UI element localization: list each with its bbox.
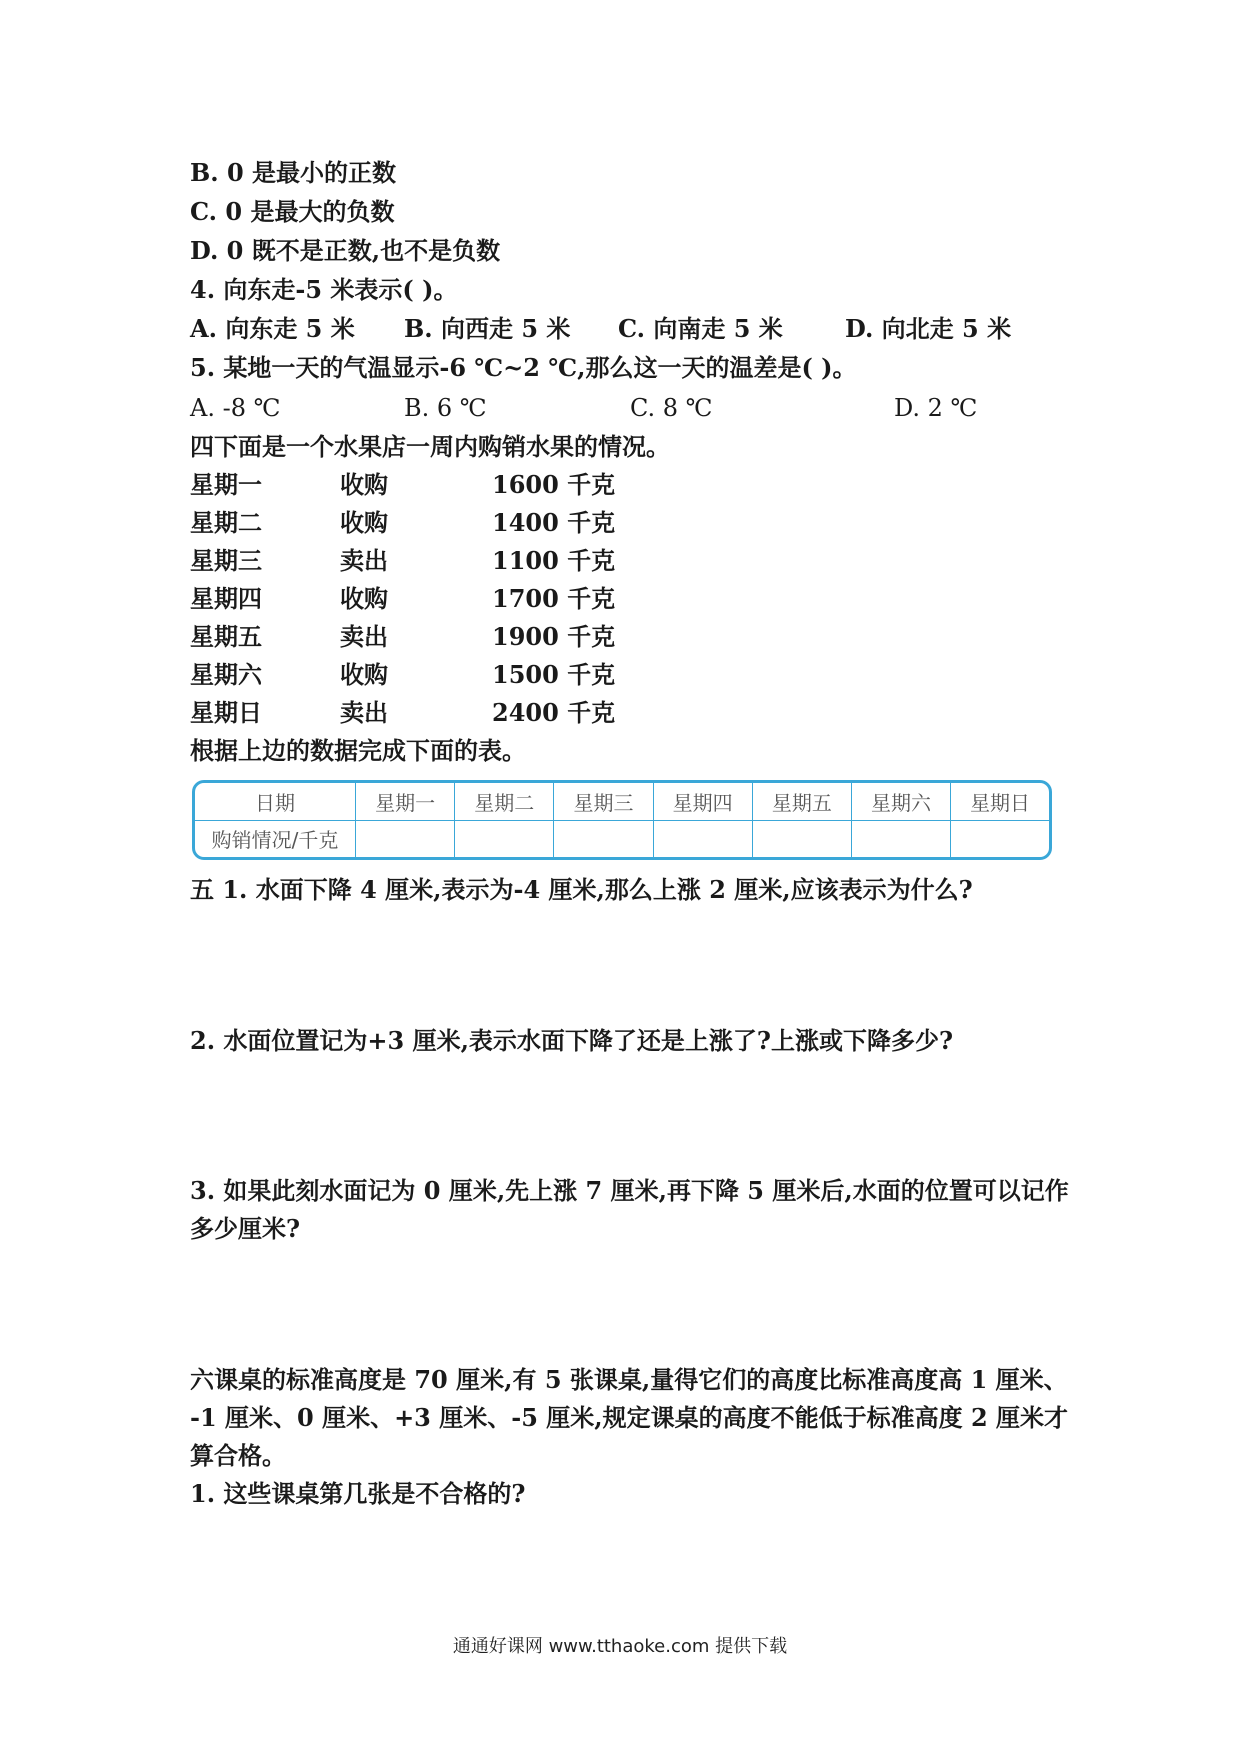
record-amount: 1400 千克 <box>492 508 616 537</box>
section4-instruction: 根据上边的数据完成下面的表。 <box>190 736 526 765</box>
table-header-cell: 星期四 <box>653 783 752 820</box>
record-day: 星期二 <box>190 508 262 537</box>
q3-option-b: B. 0 是最小的正数 <box>190 158 397 187</box>
table-header-cell: 星期六 <box>851 783 950 820</box>
q5-option-c: C. 8 ℃ <box>630 394 713 422</box>
record-day: 星期三 <box>190 546 262 575</box>
record-amount: 1100 千克 <box>492 546 616 575</box>
section6-line3: 算合格。 <box>190 1441 286 1470</box>
record-action: 卖出 <box>340 622 388 651</box>
record-amount: 1500 千克 <box>492 660 616 689</box>
record-action: 收购 <box>340 508 388 537</box>
record-day: 星期四 <box>190 584 262 613</box>
record-amount: 1700 千克 <box>492 584 616 613</box>
table-header-cell: 星期三 <box>554 783 653 820</box>
record-amount: 1600 千克 <box>492 470 616 499</box>
record-action: 卖出 <box>340 546 388 575</box>
section5-q2: 2. 水面位置记为+3 厘米,表示水面下降了还是上涨了?上涨或下降多少? <box>190 1026 954 1055</box>
q5-stem: 5. 某地一天的气温显示-6 ℃~2 ℃,那么这一天的温差是( )。 <box>190 353 857 382</box>
record-day: 星期五 <box>190 622 262 651</box>
q4-option-b: B. 向西走 5 米 <box>404 314 571 343</box>
table-answer-cell[interactable] <box>554 820 653 857</box>
q3-option-c: C. 0 是最大的负数 <box>190 197 395 226</box>
q4-option-c: C. 向南走 5 米 <box>618 314 783 343</box>
section5-q3-line2: 多少厘米? <box>190 1214 301 1243</box>
q4-option-d: D. 向北走 5 米 <box>845 314 1012 343</box>
table-answer-cell[interactable] <box>356 820 455 857</box>
table-row <box>195 820 1049 857</box>
q4-stem: 4. 向东走-5 米表示( )。 <box>190 275 458 304</box>
record-day: 星期一 <box>190 470 262 499</box>
q4-option-a: A. 向东走 5 米 <box>190 314 355 343</box>
section6-line1: 六课桌的标准高度是 70 厘米,有 5 张课桌,量得它们的高度比标准高度高 1 厘米、 <box>190 1365 1068 1394</box>
table-header-row <box>195 783 1049 820</box>
q5-option-b: B. 6 ℃ <box>404 394 487 422</box>
record-action: 收购 <box>340 660 388 689</box>
table-header-cell: 星期一 <box>356 783 455 820</box>
section5-q3-line1: 3. 如果此刻水面记为 0 厘米,先上涨 7 厘米,再下降 5 厘米后,水面的位置可以记作 <box>190 1176 1069 1205</box>
section5-q1: 五 1. 水面下降 4 厘米,表示为-4 厘米,那么上涨 2 厘米,应该表示为什么? <box>190 875 973 904</box>
table-answer-cell[interactable] <box>951 820 1049 857</box>
table-answer-cell[interactable] <box>455 820 554 857</box>
section4-title: 四下面是一个水果店一周内购销水果的情况。 <box>190 432 670 461</box>
record-action: 卖出 <box>340 698 388 727</box>
sales-table <box>192 780 1052 860</box>
table-row-label: 购销情况/千克 <box>195 820 356 857</box>
table-header-cell: 星期五 <box>752 783 851 820</box>
table-header-cell: 日期 <box>195 783 356 820</box>
record-action: 收购 <box>340 584 388 613</box>
table-header-cell: 星期二 <box>455 783 554 820</box>
section6-q1: 1. 这些课桌第几张是不合格的? <box>190 1479 526 1508</box>
section6-line2: -1 厘米、0 厘米、+3 厘米、-5 厘米,规定课桌的高度不能低于标准高度 2 厘米才 <box>190 1403 1069 1432</box>
table-answer-cell[interactable] <box>653 820 752 857</box>
table-answer-cell[interactable] <box>851 820 950 857</box>
record-amount: 2400 千克 <box>492 698 616 727</box>
table-header-cell: 星期日 <box>951 783 1049 820</box>
q5-option-d: D. 2 ℃ <box>894 394 978 422</box>
table-answer-cell[interactable] <box>752 820 851 857</box>
footer-credit: 通通好课网 www.tthaoke.com 提供下载 <box>452 1636 788 1657</box>
record-action: 收购 <box>340 470 388 499</box>
record-amount: 1900 千克 <box>492 622 616 651</box>
record-day: 星期六 <box>190 660 262 689</box>
q5-option-a: A. -8 ℃ <box>190 394 281 422</box>
record-day: 星期日 <box>190 698 262 727</box>
q3-option-d: D. 0 既不是正数,也不是负数 <box>190 236 501 265</box>
